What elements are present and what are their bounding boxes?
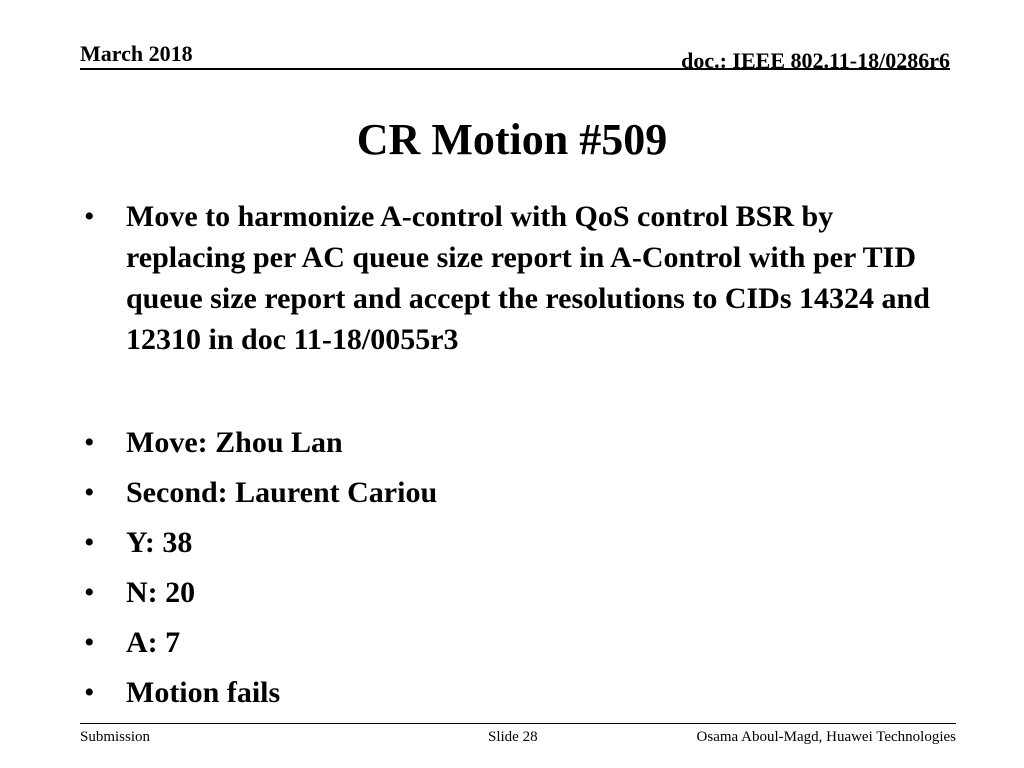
bullet-list [84,196,954,718]
footer-author: Osama Aboul-Magd, Huawei Technologies [696,729,956,745]
footer-divider [80,723,956,724]
footer-slide-number: Slide 28 [488,729,538,745]
bullet-result: • Motion fails [84,668,954,718]
bullet-mover: • Move: Zhou Lan [84,418,954,468]
bullet-no-count: • N: 20 [84,568,954,618]
bullet-yes-count: • Y: 38 [84,518,954,568]
slide-title: CR Motion #509 [356,115,668,164]
header-doc-id: doc.: IEEE 802.11-18/0286r6 [681,48,950,73]
bullet-seconder: • Second: Laurent Cariou [84,468,954,518]
header-date: March 2018 [80,41,193,66]
bullet-abstain-count: • A: 7 [84,618,954,668]
bullet-motion-text: • Move to harmonize A-control with QoS control BSR by replacing per AC queue size report in A-Control with per TID queue size report and accept the resolutions to CIDs 14324 and 12310 in doc 11-18/0055r3 [84,196,954,360]
header-divider [80,68,950,70]
footer-submission: Submission [80,729,151,745]
